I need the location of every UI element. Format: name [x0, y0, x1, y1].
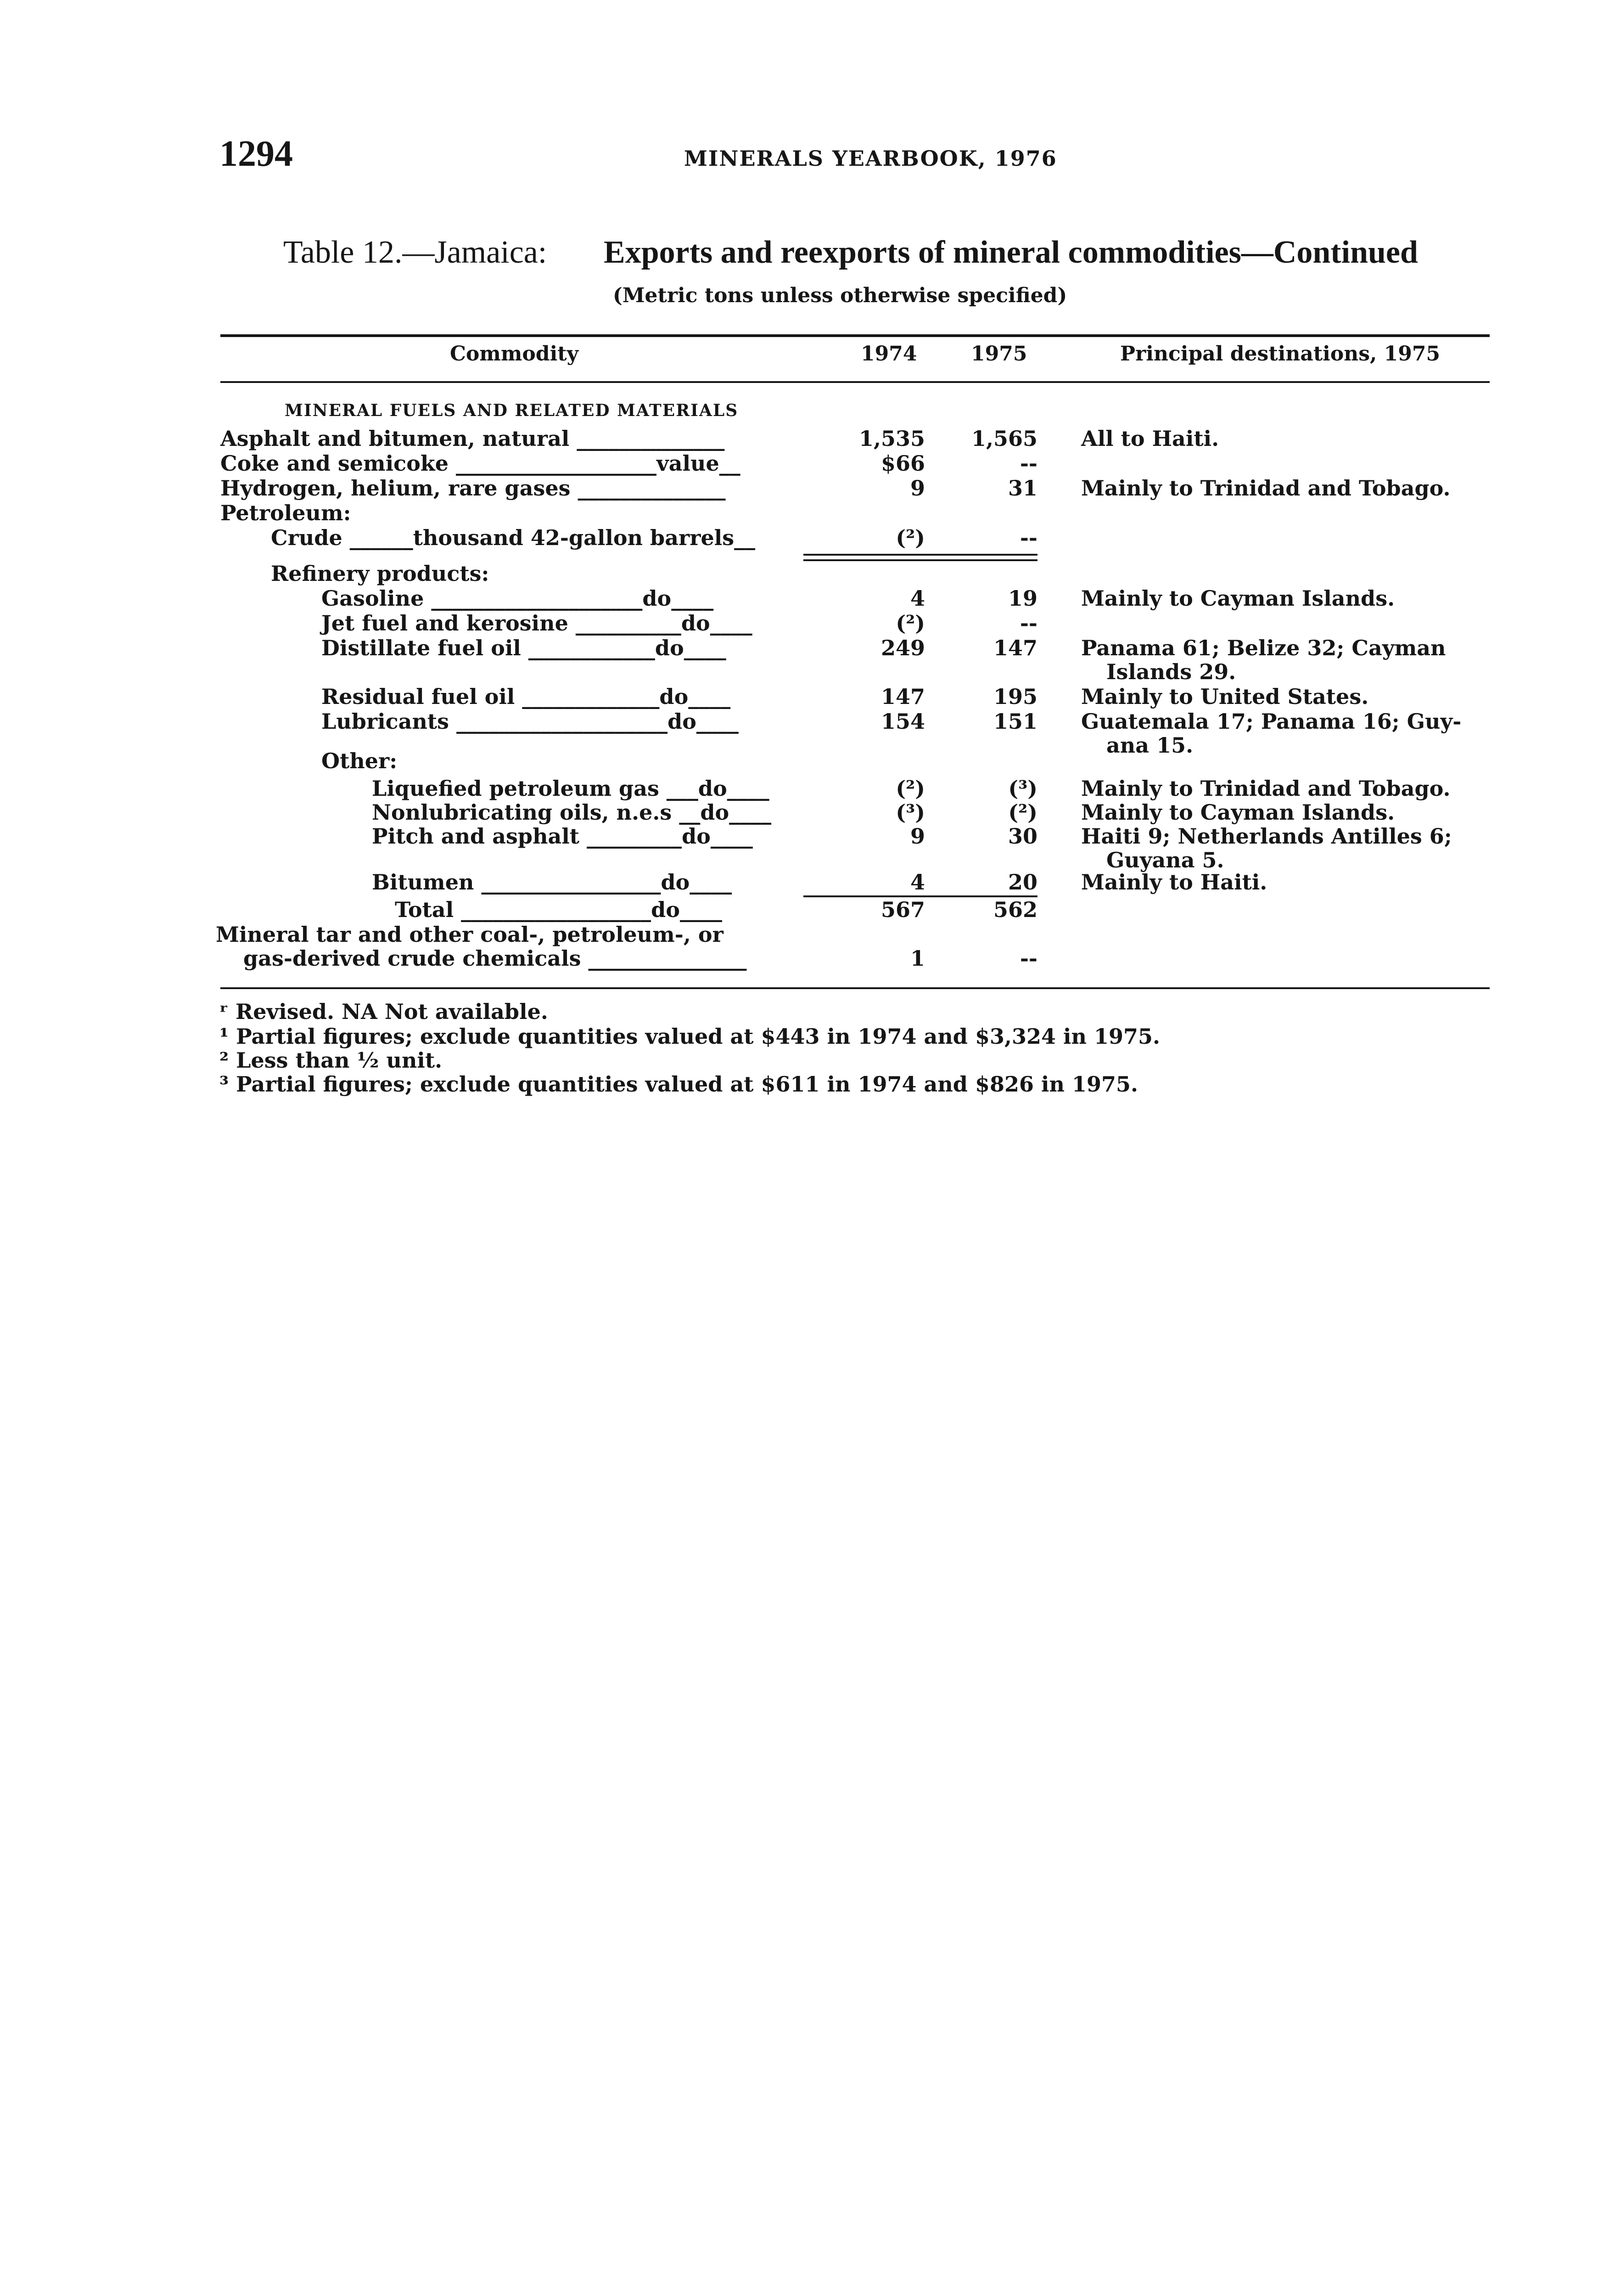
row-destination: Panama 61; Belize 32; Cayman — [1081, 636, 1446, 660]
footnote: ² Less than ½ unit. — [219, 1048, 443, 1073]
row-destination: Mainly to Trinidad and Tobago. — [1081, 476, 1451, 501]
row-destination-continued: ana 15. — [1106, 733, 1194, 758]
footnote: ʳ Revised. NA Not available. — [219, 999, 548, 1024]
double-rule — [803, 554, 1037, 556]
row-value-1975: 562 — [993, 897, 1037, 922]
footnote: ¹ Partial figures; exclude quantities valued at $443 in 1974 and $3,324 in 1975. — [219, 1024, 1161, 1049]
row-value-1974: 4 — [910, 586, 925, 611]
table-row — [0, 476, 1598, 501]
table-row — [0, 800, 1598, 825]
table-number: Table 12.—Jamaica: — [283, 235, 547, 270]
row-destination: Mainly to Haiti. — [1081, 870, 1267, 895]
col-head-destinations: Principal destinations, 1975 — [1120, 342, 1441, 366]
row-value-1975: 151 — [993, 709, 1037, 734]
row-value-1974: 249 — [880, 636, 925, 660]
table-row — [0, 824, 1598, 849]
header-rule — [220, 381, 1490, 383]
table-row — [0, 586, 1598, 611]
table-row — [0, 946, 1598, 971]
row-label: Coke and semicoke ___________________value__ — [220, 451, 740, 476]
row-label: Total __________________do____ — [395, 897, 723, 922]
row-value-1975: -- — [1020, 451, 1037, 476]
table-row — [0, 897, 1598, 922]
row-label: Lubricants ____________________do____ — [321, 709, 739, 734]
row-destination: Mainly to United States. — [1081, 684, 1369, 709]
row-value-1974: 9 — [910, 824, 925, 849]
row-destination: Haiti 9; Netherlands Antilles 6; — [1081, 824, 1452, 849]
row-destination: Mainly to Cayman Islands. — [1081, 586, 1395, 611]
table-row — [0, 709, 1598, 734]
row-value-1974: (²) — [896, 525, 925, 550]
row-destination: All to Haiti. — [1081, 426, 1219, 451]
row-value-1975: 31 — [1008, 476, 1037, 501]
row-value-1975: 195 — [993, 684, 1037, 709]
section-heading: MINERAL FUELS AND RELATED MATERIALS — [285, 401, 739, 420]
row-value-1975: -- — [1020, 525, 1037, 550]
table-row — [0, 870, 1598, 895]
row-value-1975: 1,565 — [971, 426, 1037, 451]
row-value-1974: 154 — [880, 709, 925, 734]
row-value-1975: (³) — [1008, 776, 1037, 801]
table-row — [0, 922, 1598, 947]
row-label: Petroleum: — [220, 501, 351, 525]
row-value-1974: 1 — [910, 946, 925, 971]
footnote: ³ Partial figures; exclude quantities valued at $611 in 1974 and $826 in 1975. — [219, 1072, 1138, 1097]
row-value-1974: (³) — [896, 800, 925, 825]
row-label: Hydrogen, helium, rare gases ______________ — [220, 476, 726, 501]
table-row — [0, 748, 1598, 773]
table-row — [0, 684, 1598, 709]
table-row — [0, 611, 1598, 636]
row-label: Refinery products: — [271, 561, 489, 586]
row-value-1975: 19 — [1008, 586, 1037, 611]
row-destination: Mainly to Trinidad and Tobago. — [1081, 776, 1451, 801]
table-row — [0, 776, 1598, 801]
row-destination-continued: Guyana 5. — [1106, 848, 1224, 872]
row-value-1974: 567 — [880, 897, 925, 922]
row-destination-continued: Islands 29. — [1106, 659, 1236, 684]
table-row — [0, 561, 1598, 586]
row-value-1974: 147 — [880, 684, 925, 709]
row-label: Liquefied petroleum gas ___do____ — [372, 776, 769, 801]
table-row — [0, 525, 1598, 550]
table-row — [0, 659, 1598, 684]
row-value-1974: (²) — [896, 776, 925, 801]
row-label: Residual fuel oil _____________do____ — [321, 684, 731, 709]
page-number: 1294 — [219, 134, 293, 174]
row-label: Distillate fuel oil ____________do____ — [321, 636, 726, 660]
row-value-1975: 20 — [1008, 870, 1037, 895]
table-row — [0, 636, 1598, 660]
table-title: Exports and reexports of mineral commodities—Continued — [604, 235, 1418, 270]
table-row — [0, 848, 1598, 872]
row-label: Other: — [321, 748, 398, 773]
row-destination: Mainly to Cayman Islands. — [1081, 800, 1395, 825]
table-subtitle: (Metric tons unless otherwise specified) — [613, 284, 1067, 307]
row-label: Nonlubricating oils, n.e.s __do____ — [372, 800, 772, 825]
row-value-1975: -- — [1020, 946, 1037, 971]
row-value-1974: (²) — [896, 611, 925, 636]
row-label: Asphalt and bitumen, natural ______________ — [220, 426, 725, 451]
row-value-1975: (²) — [1008, 800, 1037, 825]
row-value-1975: 147 — [993, 636, 1037, 660]
row-value-1974: 9 — [910, 476, 925, 501]
col-head-commodity: Commodity — [450, 342, 579, 366]
table-row — [0, 426, 1598, 451]
row-label: Mineral tar and other coal-, petroleum-, or — [216, 922, 723, 947]
top-rule — [220, 334, 1490, 337]
row-value-1975: 30 — [1008, 824, 1037, 849]
row-label: Gasoline ____________________do____ — [321, 586, 714, 611]
row-value-1974: 4 — [910, 870, 925, 895]
row-label: Bitumen _________________do____ — [372, 870, 732, 895]
col-head-1974: 1974 — [861, 342, 917, 366]
row-destination: Guatemala 17; Panama 16; Guy- — [1081, 709, 1462, 734]
row-label: gas-derived crude chemicals _______________ — [243, 946, 747, 971]
running-head: MINERALS YEARBOOK, 1976 — [684, 146, 1057, 171]
row-label: Pitch and asphalt _________do____ — [372, 824, 753, 849]
bottom-rule — [220, 987, 1490, 989]
row-value-1974: $66 — [880, 451, 925, 476]
col-head-1975: 1975 — [971, 342, 1027, 366]
table-row — [0, 501, 1598, 525]
row-value-1974: 1,535 — [858, 426, 925, 451]
row-value-1975: -- — [1020, 611, 1037, 636]
row-label: Crude ______thousand 42-gallon barrels__ — [271, 525, 756, 550]
row-label: Jet fuel and kerosine __________do____ — [321, 611, 752, 636]
table-row — [0, 451, 1598, 476]
